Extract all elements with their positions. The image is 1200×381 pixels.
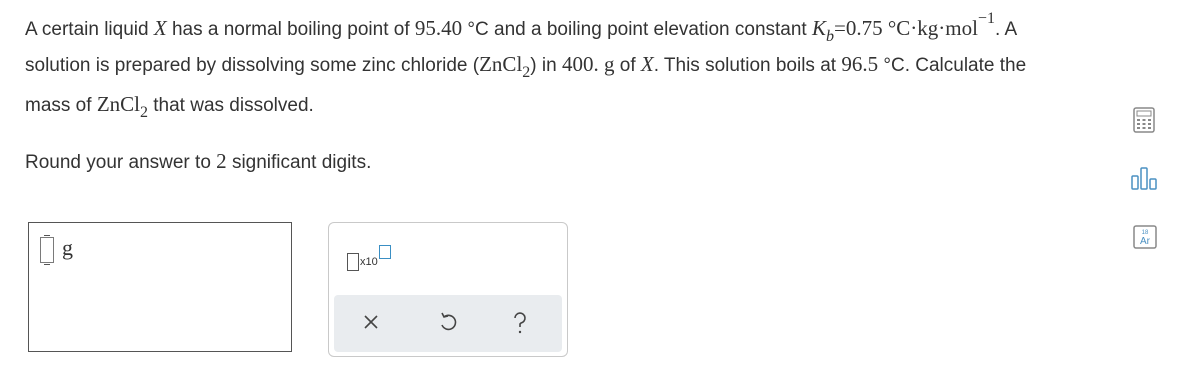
solvent-mass-value: 400. [561, 52, 599, 76]
question-text: has a normal boiling point of [166, 19, 415, 40]
mantissa-box-icon [347, 253, 359, 271]
kb-value: =0.75 [834, 16, 883, 40]
significant-digits-count: 2 [216, 149, 227, 173]
element-symbol: Ar [1140, 236, 1150, 247]
keypad-action-bar [334, 295, 562, 352]
solvent-mass-unit: g [598, 52, 615, 76]
kb-symbol: K [812, 16, 827, 40]
question-line-1 [25, 10, 1018, 45]
question-text: °C and a boiling point elevation constant [462, 19, 812, 40]
question-text: solution is prepared by dissolving some zinc chloride ( [25, 55, 480, 76]
instruction-text: Round your answer to [25, 152, 217, 173]
variable-x: X [153, 16, 167, 40]
formula-subscript: 2 [139, 104, 148, 121]
question-text: . A [994, 19, 1018, 40]
exponent-box-icon [379, 245, 391, 259]
answer-area [28, 222, 292, 352]
question-line-3 [25, 92, 314, 119]
question-icon[interactable] [511, 311, 529, 335]
variable-x: X [640, 52, 654, 76]
math-keypad [328, 222, 568, 357]
question-text: ) in [530, 55, 562, 76]
question-text: A certain liquid [25, 19, 154, 40]
kb-units: °C·kg·mol [882, 16, 978, 40]
kb-units-exponent: −1 [977, 10, 995, 27]
question-text: °C. Calculate the [878, 55, 1027, 76]
solution-boiling-point-value: 96.5 [841, 52, 879, 76]
x-icon[interactable] [362, 311, 380, 333]
instruction-text: significant digits. [226, 152, 372, 173]
question-text: mass of [25, 95, 97, 116]
boiling-point-value: 95.40 [414, 16, 463, 40]
question-line-2 [25, 52, 1026, 79]
periodic-table-icon[interactable] [1133, 225, 1157, 249]
answer-unit: g [62, 235, 73, 260]
calculator-icon[interactable] [1133, 107, 1155, 133]
formula-zncl2: ZnCl [96, 92, 140, 116]
scientific-notation-button[interactable] [343, 245, 403, 279]
element-number: 18 [1141, 230, 1149, 236]
kb-subscript: b [826, 28, 835, 45]
question-text: . This solution boils at [653, 55, 842, 76]
question-text: of [614, 55, 641, 76]
undo-icon[interactable] [438, 311, 458, 333]
formula-subscript: 2 [522, 64, 531, 81]
formula-zncl2: ZnCl [479, 52, 523, 76]
answer-input[interactable] [40, 237, 54, 263]
x10-label: x10 [360, 256, 378, 268]
question-text: that was dissolved. [147, 95, 314, 116]
rounding-instruction [25, 149, 371, 175]
bar-chart-icon[interactable] [1130, 166, 1158, 190]
